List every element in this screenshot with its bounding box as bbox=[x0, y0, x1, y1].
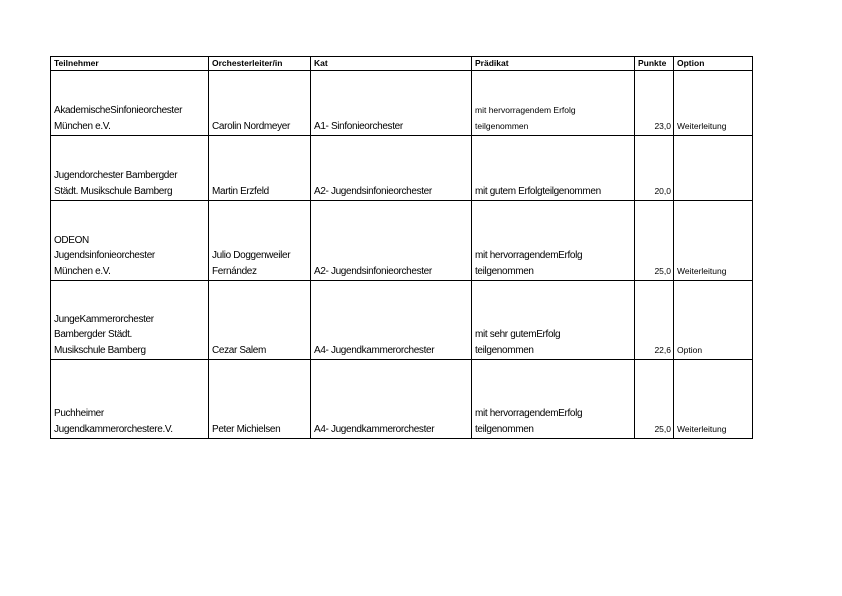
header-orchesterleiter: Orchesterleiter/in bbox=[209, 57, 311, 71]
cell-praedikat: mit sehr gutemErfolg teilgenommen bbox=[472, 281, 635, 360]
cell-kat: A1- Sinfonieorchester bbox=[311, 71, 472, 136]
cell-punkte: 25,0 bbox=[635, 360, 674, 439]
cell-teilnehmer: Puchheimer Jugendkammerorchestere.V. bbox=[51, 360, 209, 439]
cell-punkte: 23,0 bbox=[635, 71, 674, 136]
cell-teilnehmer: Jugendorchester Bambergder Städt. Musikschule Bamberg bbox=[51, 136, 209, 201]
cell-kat: A2- Jugendsinfonieorchester bbox=[311, 136, 472, 201]
table-row bbox=[51, 201, 753, 281]
cell-teilnehmer: JungeKammerorchester Bambergder Städt. Musikschule Bamberg bbox=[51, 281, 209, 360]
cell-orchesterleiter: Carolin Nordmeyer bbox=[209, 71, 311, 136]
header-kat: Kat bbox=[311, 57, 472, 71]
cell-praedikat: mit gutem Erfolgteilgenommen bbox=[472, 136, 635, 201]
cell-praedikat: mit hervorragendem Erfolg teilgenommen bbox=[472, 71, 635, 136]
header-option: Option bbox=[674, 57, 753, 71]
table-row bbox=[51, 281, 753, 360]
cell-orchesterleiter: Martin Erzfeld bbox=[209, 136, 311, 201]
cell-punkte: 20,0 bbox=[635, 136, 674, 201]
cell-praedikat: mit hervorragendemErfolg teilgenommen bbox=[472, 360, 635, 439]
cell-orchesterleiter: Julio Doggenweiler Fernández bbox=[209, 201, 311, 281]
cell-teilnehmer: ODEON Jugendsinfonieorchester München e.V. bbox=[51, 201, 209, 281]
cell-praedikat: mit hervorragendemErfolg teilgenommen bbox=[472, 201, 635, 281]
cell-option: Option bbox=[674, 281, 753, 360]
table-header-row bbox=[51, 57, 753, 71]
results-table bbox=[50, 56, 753, 439]
cell-option: Weiterleitung bbox=[674, 201, 753, 281]
header-teilnehmer: Teilnehmer bbox=[51, 57, 209, 71]
header-punkte: Punkte bbox=[635, 57, 674, 71]
cell-punkte: 25,0 bbox=[635, 201, 674, 281]
cell-orchesterleiter: Cezar Salem bbox=[209, 281, 311, 360]
cell-option: Weiterleitung bbox=[674, 360, 753, 439]
cell-kat: A4- Jugendkammerorchester bbox=[311, 281, 472, 360]
cell-kat: A2- Jugendsinfonieorchester bbox=[311, 201, 472, 281]
cell-option bbox=[674, 136, 753, 201]
table-row bbox=[51, 71, 753, 136]
cell-punkte: 22,6 bbox=[635, 281, 674, 360]
cell-option: Weiterleitung bbox=[674, 71, 753, 136]
table-row bbox=[51, 360, 753, 439]
cell-teilnehmer: AkademischeSinfonieorchester München e.V. bbox=[51, 71, 209, 136]
cell-orchesterleiter: Peter Michielsen bbox=[209, 360, 311, 439]
cell-kat: A4- Jugendkammerorchester bbox=[311, 360, 472, 439]
header-praedikat: Prädikat bbox=[472, 57, 635, 71]
table-row bbox=[51, 136, 753, 201]
